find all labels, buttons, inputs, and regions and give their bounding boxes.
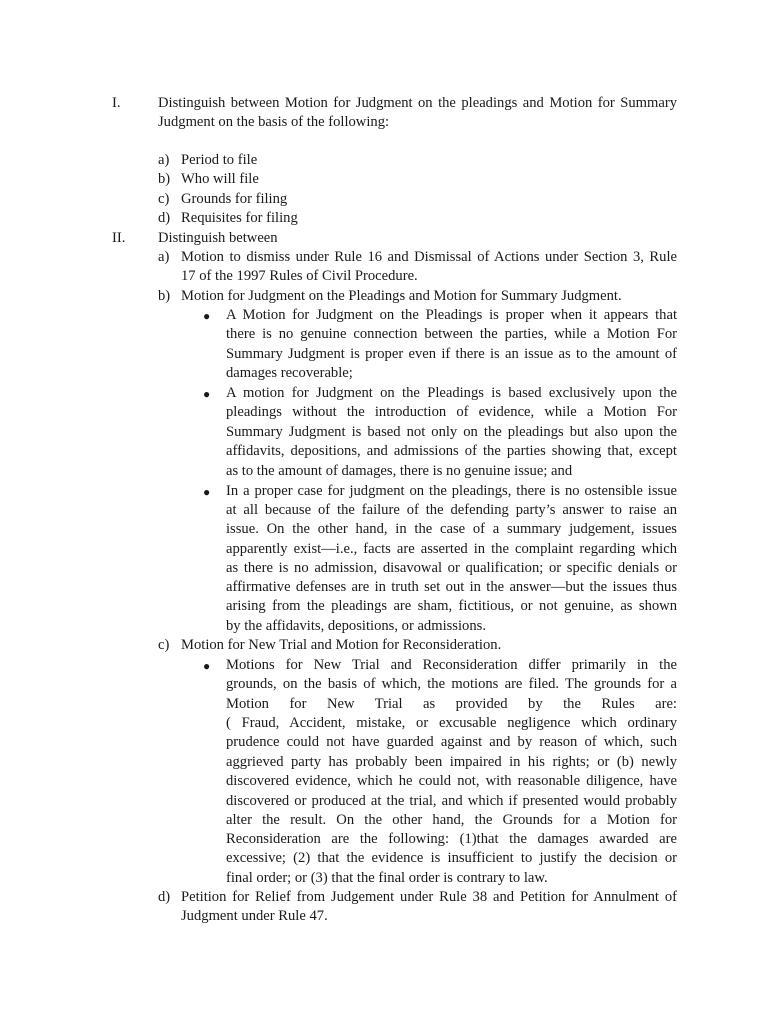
paragraph-line: issue. On the other hand, in the case of a summary judgement, issues	[226, 521, 677, 537]
paragraph-line: discovered or produced at the trial, and which if presented would probably	[226, 793, 677, 809]
paragraph-line: affirmative defenses are in truth set out in the answer—but the issues thus	[226, 579, 677, 595]
list-item: Requisites for filing	[181, 210, 298, 226]
paragraph-line: alter the result. On the other hand, the Grounds for a Motion for	[226, 812, 677, 828]
bullet-icon: ●	[203, 309, 211, 323]
paragraph-line: affidavits, depositions, and admissions of the parties showing that, except	[226, 443, 677, 459]
item-c-label: c)	[158, 637, 170, 653]
list-item-label: b)	[158, 171, 171, 187]
bullet-icon: ●	[203, 659, 211, 673]
paragraph-line: discovered evidence, which he could not, with reasonable diligence, have	[226, 773, 677, 789]
paragraph-line: damages recoverable;	[226, 365, 353, 381]
section-1-heading-line-1: Distinguish between Motion for Judgment on the pleadings and Motion for Summary	[158, 95, 677, 111]
paragraph-line: as to the amount of damages, there is no genuine issue; and	[226, 463, 573, 479]
item-d-line-2: Judgment under Rule 47.	[181, 908, 328, 924]
paragraph-line: ( Fraud, Accident, mistake, or excusable negligence which ordinary	[226, 715, 677, 731]
list-item: Period to file	[181, 152, 258, 168]
bullet-icon: ●	[203, 387, 211, 401]
paragraph-line: Summary Judgment is based not only on the pleadings but also upon the	[226, 424, 677, 440]
paragraph-line: Motion for New Trial as provided by the Rules are:	[226, 696, 677, 712]
paragraph-line: A Motion for Judgment on the Pleadings is proper when it appears that	[226, 307, 677, 323]
section-1-numeral: I.	[112, 95, 121, 111]
list-item: Grounds for filing	[181, 191, 288, 207]
item-a-label: a)	[158, 249, 170, 265]
paragraph-line: aggrieved party has probably been impaired in his rights; or (b) newly	[226, 754, 677, 770]
section-2-numeral: II.	[112, 230, 126, 246]
paragraph-line: Summary Judgment is proper even if there is an issue as to the amount of	[226, 346, 677, 362]
list-item-label: d)	[158, 210, 171, 226]
item-d-line-1: Petition for Relief from Judgement under Rule 38 and Petition for Annulment of	[181, 889, 677, 905]
paragraph-line: at all because of the failure of the defending party’s answer to raise an	[226, 502, 677, 518]
list-item-label: a)	[158, 152, 170, 168]
item-d-label: d)	[158, 889, 171, 905]
paragraph-line: there is no genuine connection between the parties, while a Motion For	[226, 326, 677, 342]
paragraph-line: In a proper case for judgment on the pleadings, there is no ostensible issue	[226, 483, 677, 499]
item-a-line-2: 17 of the 1997 Rules of Civil Procedure.	[181, 268, 418, 284]
paragraph-line: as there is no admission, disavowal or qualification; or specific denials or	[226, 560, 677, 576]
paragraph-line: by the affidavits, depositions, or admissions.	[226, 618, 486, 634]
paragraph-line: Motions for New Trial and Reconsideration differ primarily in the	[226, 657, 677, 673]
paragraph-line: excessive; (2) that the evidence is insufficient to justify the decision or	[226, 850, 677, 866]
section-2-heading: Distinguish between	[158, 230, 278, 246]
section-1-heading-line-2: Judgment on the basis of the following:	[158, 114, 390, 130]
paragraph-line: Reconsideration are the following: (1)that the damages awarded are	[226, 831, 677, 847]
item-a-line-1: Motion to dismiss under Rule 16 and Dismissal of Actions under Section 3, Rule	[181, 249, 677, 265]
item-b-text: Motion for Judgment on the Pleadings and Motion for Summary Judgment.	[181, 288, 622, 304]
item-c-text: Motion for New Trial and Motion for Reconsideration.	[181, 637, 502, 653]
paragraph-line: final order; or (3) that the final order is contrary to law.	[226, 870, 548, 886]
bullet-icon: ●	[203, 485, 211, 499]
paragraph-line: apparently exist—i.e., facts are asserted in the complaint regarding which	[226, 541, 677, 557]
paragraph-line: grounds, on the basis of which, the motions are filed. The grounds for a	[226, 676, 677, 692]
paragraph-line: pleadings without the introduction of evidence, while a Motion For	[226, 404, 677, 420]
item-b-label: b)	[158, 288, 171, 304]
list-item-label: c)	[158, 191, 170, 207]
paragraph-line: A motion for Judgment on the Pleadings is based exclusively upon the	[226, 385, 677, 401]
paragraph-line: prudence could not have guarded against and by reason of which, such	[226, 734, 677, 750]
paragraph-line: arising from the pleadings are sham, fictitious, or not genuine, as shown	[226, 598, 677, 614]
list-item: Who will file	[181, 171, 259, 187]
